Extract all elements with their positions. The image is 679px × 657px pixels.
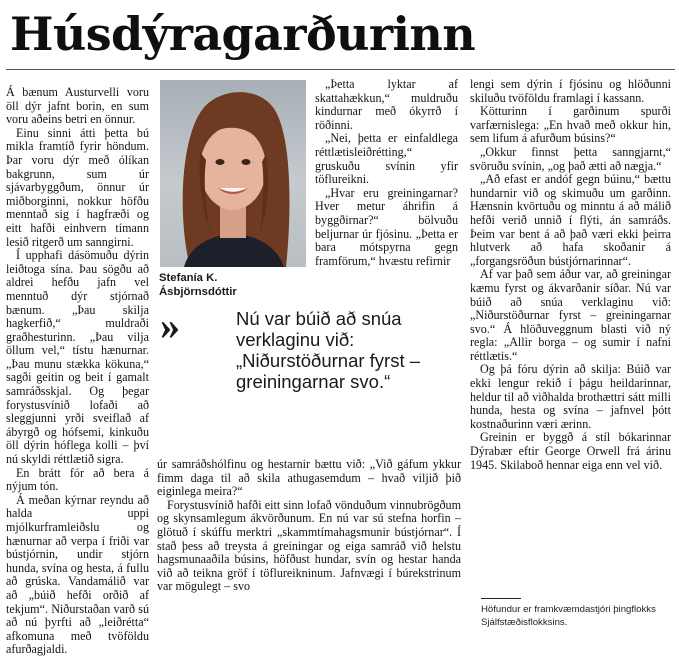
article-column-2 <box>315 78 458 268</box>
pullquote: Nú var búið að snúa verklaginu við: „Niðurstöðurnar fyrst – greiningarnar svo.“ <box>236 308 421 392</box>
author-photo <box>160 80 306 267</box>
paragraph: „Að efast er andóf gegn búinu,“ bættu hundarnir við og skimuðu um garðinn. Hænsnin kvörtuðu og minntu á að málið hefði verið unnið í flýti, án samráðs. Þeim var bent á að það væri ekki þeirra hlutverk að hafa skoðanir á „forgangsröðun bústjórnarinnar“. <box>470 172 671 268</box>
paragraph: Á meðan kýrnar reyndu að halda uppi mjólkurframleiðslu og hænurnar að verpa í friði var bústjórnin, undir stjórn hunda, svína og hesta, á fullu að grúska. Vandamálið var að „búið hefði orðið af tekjum“. Niðurstaðan varð sú að nú þyrfti að „leiðrétta“ afkomuna með tvöföldu afurðagjaldi. <box>6 492 149 657</box>
paragraph: Á bænum Austurvelli voru öll dýr jafnt borin, en sum voru aðeins betri en önnur. <box>6 85 149 127</box>
paragraph: „Þetta lyktar af skattahækkun,“ muldruðu kindurnar með ókyrrð í röðinni. <box>315 77 458 132</box>
caption-name: Stefanía K. <box>159 272 218 284</box>
paragraph: lengi sem dýrin í fjósinu og hlöðunni skiluðu tvöföldu framlagi í kassann. <box>470 77 671 105</box>
paragraph: Og þá fóru dýrin að skilja: Búið var ekki lengur rekið í þágu heildarinnar, heldur til að viðhalda brothættri sátt milli hunda, hesta og svína – jafnvel þótt kostnaðurinn væri ærinn. <box>470 362 671 431</box>
paragraph: „Nei, þetta er einfaldlega réttlætisleiðrétting,“ gruskuðu svínin yfir töflureikni. <box>315 131 458 187</box>
paragraph: „Okkur finnst þetta sanngjarnt,“ svöruðu svínin, „og það ætti að nægja.“ <box>470 144 671 173</box>
paragraph: „Hvar eru greiningarnar? Hver metur áhrifin á byggðirnar?“ bölvuðu beljurnar úr fjósinu. „Þetta er bara mótspyrna gegn framförum,“ hvæstu refirnir <box>315 185 458 268</box>
paragraph: Kötturinn í garðinum spurði varfærnislega: „En hvað með okkur hin, sem lifum á afurðum búsins?“ <box>470 104 671 146</box>
headline-rule <box>6 69 675 70</box>
article-column-1 <box>6 86 149 657</box>
article-column-3 <box>157 458 461 594</box>
author-bio: Höfundur er framkvæmdastjóri þingflokks Sjálfstæðisflokksins. <box>481 604 656 628</box>
paragraph: Af var það sem áður var, að greiningar kæmu fyrst og ákvarðanir síðar. Nú var búið að snúa verklaginu við: „Niðurstöðurnar fyrst – greiningarnar svo.“ Á hlöðuveggnum blasti við ný regla: „Allir borga – og sumir í nafni réttlætis.“ <box>470 267 671 363</box>
portrait-photo-icon <box>160 80 306 267</box>
pullquote-mark-icon: » <box>160 303 174 348</box>
bio-rule <box>481 598 521 599</box>
paragraph: úr samráðshólfinu og hestarnir bættu við: „Við gáfum ykkur fimm daga til að skila athugasemdum – hvað viljið þið eiginlega meira?“ <box>157 457 461 499</box>
paragraph: Greinin er byggð á stíl bókarinnar Dýrabær eftir George Orwell frá árinu 1945. Skilaboð hennar eiga enn vel við. <box>470 430 671 472</box>
paragraph: Forystusvínið hafði eitt sinn lofað vönduðum vinnubrögðum og skynsamlegum ákvörðunum. En nú var sú stefna horfin – glötuð í skúffu merktri „skammtímahagsmunir bústjórnar“. Í stað þess að treysta á greiningar og eiga samráð við helstu hagsmunaaðila búsins, höfðust hundar, svín og hestar handa við að teikna gröf í töflureikninum. Jafnvægi í búrekstrinum var mögulegt – svo <box>157 497 461 594</box>
article-headline: Húsdýragarðurinn <box>10 7 476 61</box>
paragraph: Einu sinni átti þetta bú mikla framtíð fyrir höndum. Þar voru dýr með ólíkan bakgrunn, sum úr sjávarbyggðum, önnur úr miðborginni, nokkur höfðu menntað sig í hagfræði og eitt hafði einhvern tímann lesið ritgerð um sanngirni. <box>6 125 149 249</box>
paragraph: En brátt fór að bera á nýjum tón. <box>6 465 149 494</box>
photo-caption <box>159 271 309 299</box>
paragraph: Í upphafi dásömuðu dýrin leiðtoga sína. Þau sögðu að aldrei hefðu jafn vel menntuð dýr stjórnað bænum. „Þau skilja hagkerfið,“ muldraði graðhesturinn. „Þau vilja öllum vel,“ tístu hænurnar. „Þau munu stækka kökuna,“ sagði geitin og beit í gamalt samráðsskjal. Og þegar forystusvínið lofaði að sleggjunni yrði sveiflað af ábyrgð og hófsemi, kinkuðu öll dýrin hóflega kolli – því nú skyldi réttlætið sigra. <box>6 248 149 467</box>
caption-surname: Ásbjörnsdóttir <box>159 286 237 298</box>
article-column-4 <box>470 78 671 472</box>
